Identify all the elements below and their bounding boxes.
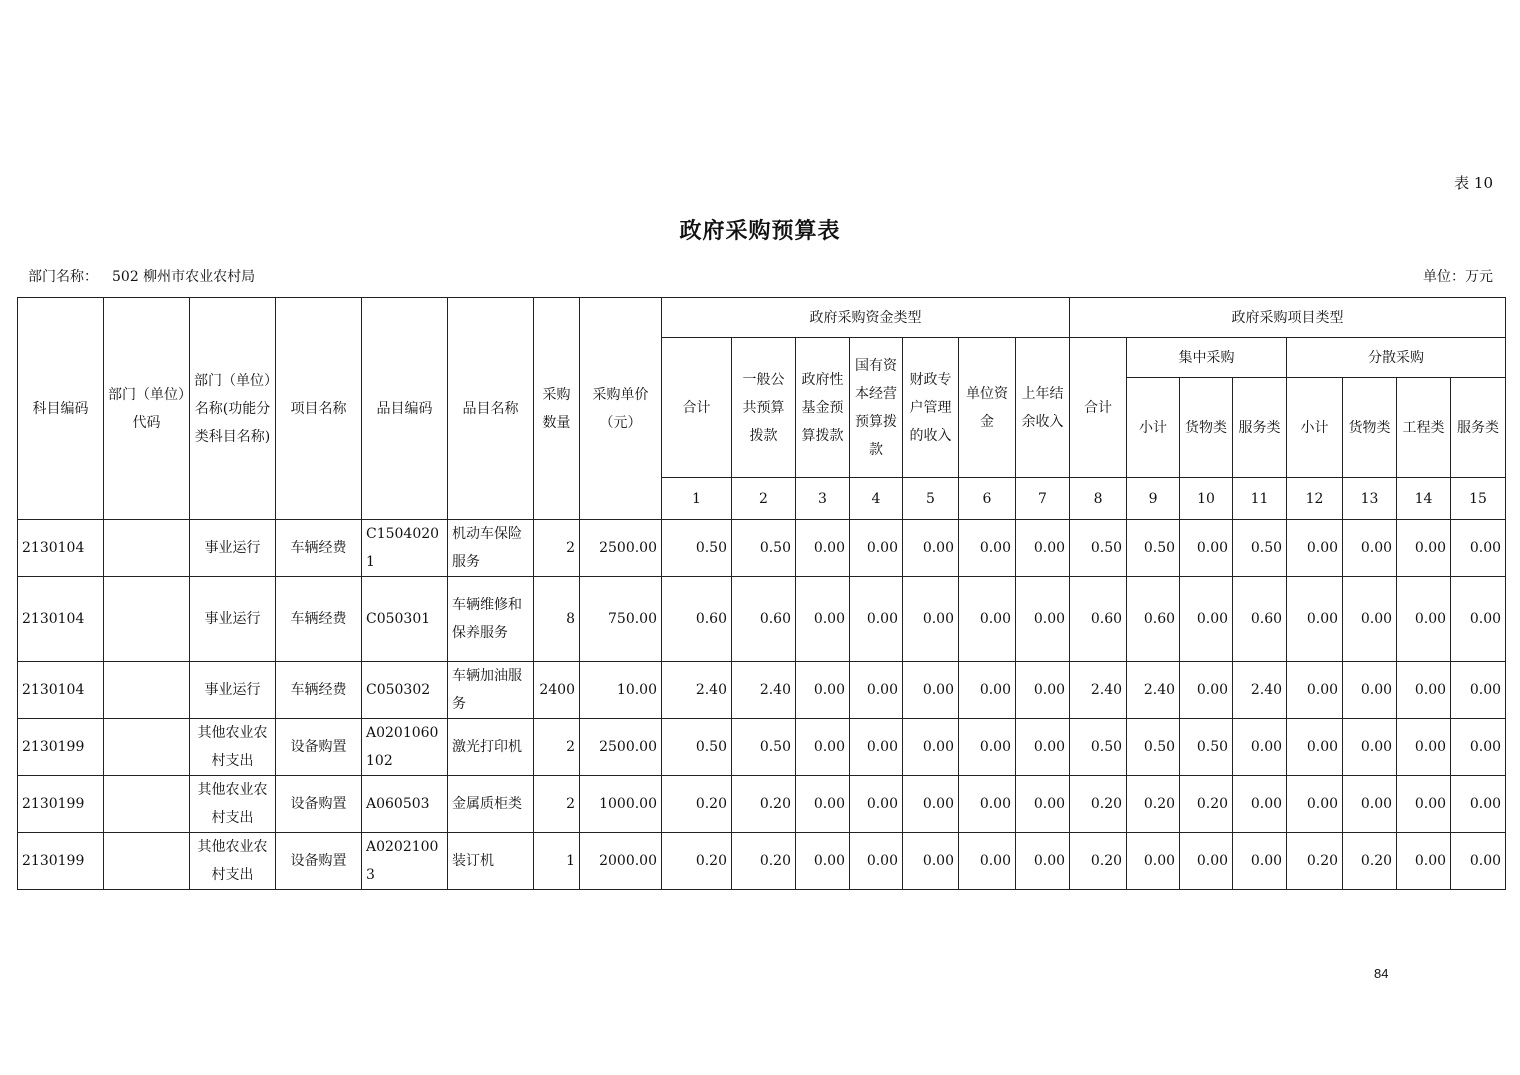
unit-label: 单位：万元 xyxy=(1423,269,1493,285)
cell-amount-12: 0.00 xyxy=(1287,577,1343,662)
procurement-budget-table xyxy=(17,297,1506,890)
cell-project-name: 车辆经费 xyxy=(276,520,362,577)
cell-amount-13: 0.00 xyxy=(1343,520,1397,577)
cell-amount-15: 0.00 xyxy=(1451,719,1506,776)
cell-amount-12: 0.20 xyxy=(1287,833,1343,890)
cell-amount-9: 0.20 xyxy=(1127,776,1180,833)
cell-amount-15: 0.00 xyxy=(1451,520,1506,577)
col-number: 3 xyxy=(796,478,850,520)
cell-item-code: A060503 xyxy=(362,776,448,833)
cell-amount-7: 0.00 xyxy=(1016,577,1070,662)
cell-amount-1: 0.20 xyxy=(662,776,732,833)
cell-amount-8: 0.20 xyxy=(1070,776,1127,833)
table-body xyxy=(18,520,1506,890)
cell-subject-code: 2130104 xyxy=(18,662,104,719)
cell-amount-13: 0.20 xyxy=(1343,833,1397,890)
cell-amount-8: 2.40 xyxy=(1070,662,1127,719)
cell-item-code: C050301 xyxy=(362,577,448,662)
col-unit-price: 采购单价（元） xyxy=(580,298,662,520)
cell-subject-code: 2130199 xyxy=(18,719,104,776)
col-number: 9 xyxy=(1127,478,1180,520)
cell-dept-code xyxy=(104,719,190,776)
cell-amount-14: 0.00 xyxy=(1397,520,1451,577)
col-central-subtotal: 小计 xyxy=(1127,378,1180,478)
cell-amount-4: 0.00 xyxy=(850,662,903,719)
col-item-name: 品目名称 xyxy=(448,298,534,520)
table-row xyxy=(18,577,1506,662)
cell-item-code: A0201060102 xyxy=(362,719,448,776)
cell-dept-name: 事业运行 xyxy=(190,662,276,719)
col-dispersed-services: 服务类 xyxy=(1451,378,1506,478)
cell-item-code: C050302 xyxy=(362,662,448,719)
cell-amount-11: 2.40 xyxy=(1233,662,1287,719)
group-dispersed: 分散采购 xyxy=(1287,338,1506,378)
col-gov-fund-budget: 政府性基金预算拨款 xyxy=(796,338,850,478)
col-special-account: 财政专户管理的收入 xyxy=(903,338,959,478)
cell-amount-1: 2.40 xyxy=(662,662,732,719)
cell-amount-10: 0.00 xyxy=(1180,520,1233,577)
cell-amount-5: 0.00 xyxy=(903,719,959,776)
col-central-services: 服务类 xyxy=(1233,378,1287,478)
cell-quantity: 8 xyxy=(534,577,580,662)
cell-amount-5: 0.00 xyxy=(903,776,959,833)
page-number: 84 xyxy=(1374,966,1389,981)
col-state-capital-budget: 国有资本经营预算拨款 xyxy=(850,338,903,478)
cell-amount-6: 0.00 xyxy=(959,776,1016,833)
cell-amount-11: 0.00 xyxy=(1233,833,1287,890)
cell-subject-code: 2130104 xyxy=(18,577,104,662)
cell-amount-4: 0.00 xyxy=(850,776,903,833)
cell-dept-code xyxy=(104,662,190,719)
cell-amount-3: 0.00 xyxy=(796,577,850,662)
col-project-name: 项目名称 xyxy=(276,298,362,520)
cell-project-name: 车辆经费 xyxy=(276,662,362,719)
cell-amount-4: 0.00 xyxy=(850,577,903,662)
cell-amount-3: 0.00 xyxy=(796,719,850,776)
cell-amount-3: 0.00 xyxy=(796,520,850,577)
cell-amount-13: 0.00 xyxy=(1343,719,1397,776)
cell-amount-7: 0.00 xyxy=(1016,662,1070,719)
cell-amount-8: 0.50 xyxy=(1070,719,1127,776)
cell-amount-10: 0.20 xyxy=(1180,776,1233,833)
cell-amount-8: 0.20 xyxy=(1070,833,1127,890)
table-row xyxy=(18,719,1506,776)
group-centralized: 集中采购 xyxy=(1127,338,1287,378)
cell-dept-name: 其他农业农村支出 xyxy=(190,833,276,890)
cell-item-code: A02021003 xyxy=(362,833,448,890)
cell-dept-name: 其他农业农村支出 xyxy=(190,776,276,833)
cell-amount-9: 2.40 xyxy=(1127,662,1180,719)
cell-amount-3: 0.00 xyxy=(796,662,850,719)
cell-item-name: 金属质柜类 xyxy=(448,776,534,833)
table-row xyxy=(18,520,1506,577)
cell-unit-price: 2500.00 xyxy=(580,719,662,776)
cell-amount-5: 0.00 xyxy=(903,577,959,662)
cell-project-name: 设备购置 xyxy=(276,776,362,833)
cell-amount-14: 0.00 xyxy=(1397,719,1451,776)
cell-amount-14: 0.00 xyxy=(1397,577,1451,662)
cell-amount-13: 0.00 xyxy=(1343,577,1397,662)
cell-dept-name: 事业运行 xyxy=(190,520,276,577)
cell-amount-5: 0.00 xyxy=(903,662,959,719)
cell-amount-6: 0.00 xyxy=(959,719,1016,776)
cell-quantity: 1 xyxy=(534,833,580,890)
cell-amount-9: 0.60 xyxy=(1127,577,1180,662)
cell-amount-12: 0.00 xyxy=(1287,776,1343,833)
cell-item-name: 激光打印机 xyxy=(448,719,534,776)
table-row xyxy=(18,776,1506,833)
cell-project-name: 车辆经费 xyxy=(276,577,362,662)
col-number: 6 xyxy=(959,478,1016,520)
cell-dept-code xyxy=(104,577,190,662)
col-number: 15 xyxy=(1451,478,1506,520)
cell-amount-2: 0.50 xyxy=(732,520,796,577)
col-dept-name: 部门（单位）名称(功能分类科目名称) xyxy=(190,298,276,520)
col-number: 14 xyxy=(1397,478,1451,520)
cell-unit-price: 1000.00 xyxy=(580,776,662,833)
cell-amount-10: 0.50 xyxy=(1180,719,1233,776)
cell-unit-price: 2000.00 xyxy=(580,833,662,890)
document-title: 政府采购预算表 xyxy=(679,218,841,244)
cell-subject-code: 2130104 xyxy=(18,520,104,577)
cell-amount-2: 2.40 xyxy=(732,662,796,719)
cell-amount-4: 0.00 xyxy=(850,520,903,577)
cell-dept-code xyxy=(104,833,190,890)
group-project-type: 政府采购项目类型 xyxy=(1070,298,1506,338)
cell-amount-10: 0.00 xyxy=(1180,833,1233,890)
col-project-total: 合计 xyxy=(1070,338,1127,478)
cell-amount-4: 0.00 xyxy=(850,719,903,776)
cell-amount-12: 0.00 xyxy=(1287,719,1343,776)
cell-amount-13: 0.00 xyxy=(1343,776,1397,833)
table-number: 表 10 xyxy=(1454,174,1493,192)
table-row xyxy=(18,833,1506,890)
department-line xyxy=(28,266,269,286)
col-central-goods: 货物类 xyxy=(1180,378,1233,478)
col-number: 4 xyxy=(850,478,903,520)
cell-dept-name: 其他农业农村支出 xyxy=(190,719,276,776)
cell-quantity: 2400 xyxy=(534,662,580,719)
cell-amount-9: 0.50 xyxy=(1127,719,1180,776)
department-label: 部门名称： xyxy=(28,269,98,285)
cell-amount-12: 0.00 xyxy=(1287,662,1343,719)
cell-amount-11: 0.00 xyxy=(1233,776,1287,833)
cell-amount-2: 0.20 xyxy=(732,833,796,890)
cell-amount-3: 0.00 xyxy=(796,833,850,890)
cell-amount-11: 0.60 xyxy=(1233,577,1287,662)
cell-amount-1: 0.60 xyxy=(662,577,732,662)
cell-amount-6: 0.00 xyxy=(959,577,1016,662)
cell-quantity: 2 xyxy=(534,776,580,833)
cell-amount-10: 0.00 xyxy=(1180,577,1233,662)
col-number: 7 xyxy=(1016,478,1070,520)
cell-amount-2: 0.60 xyxy=(732,577,796,662)
col-fund-total: 合计 xyxy=(662,338,732,478)
cell-amount-5: 0.00 xyxy=(903,520,959,577)
col-number: 13 xyxy=(1343,478,1397,520)
cell-amount-2: 0.50 xyxy=(732,719,796,776)
col-number: 1 xyxy=(662,478,732,520)
cell-amount-11: 0.00 xyxy=(1233,719,1287,776)
cell-quantity: 2 xyxy=(534,719,580,776)
table-row xyxy=(18,662,1506,719)
cell-amount-1: 0.50 xyxy=(662,719,732,776)
cell-unit-price: 10.00 xyxy=(580,662,662,719)
cell-amount-7: 0.00 xyxy=(1016,719,1070,776)
col-number: 2 xyxy=(732,478,796,520)
col-number: 12 xyxy=(1287,478,1343,520)
cell-quantity: 2 xyxy=(534,520,580,577)
cell-amount-9: 0.50 xyxy=(1127,520,1180,577)
cell-amount-10: 0.00 xyxy=(1180,662,1233,719)
cell-dept-code xyxy=(104,776,190,833)
cell-dept-code xyxy=(104,520,190,577)
cell-subject-code: 2130199 xyxy=(18,833,104,890)
cell-item-name: 装订机 xyxy=(448,833,534,890)
col-number: 11 xyxy=(1233,478,1287,520)
col-prev-balance: 上年结余收入 xyxy=(1016,338,1070,478)
cell-amount-6: 0.00 xyxy=(959,833,1016,890)
cell-amount-11: 0.50 xyxy=(1233,520,1287,577)
cell-amount-15: 0.00 xyxy=(1451,662,1506,719)
cell-amount-3: 0.00 xyxy=(796,776,850,833)
cell-amount-7: 0.00 xyxy=(1016,776,1070,833)
cell-amount-6: 0.00 xyxy=(959,662,1016,719)
col-number: 8 xyxy=(1070,478,1127,520)
cell-amount-5: 0.00 xyxy=(903,833,959,890)
col-number: 5 xyxy=(903,478,959,520)
cell-project-name: 设备购置 xyxy=(276,719,362,776)
col-dispersed-goods: 货物类 xyxy=(1343,378,1397,478)
col-dispersed-engineering: 工程类 xyxy=(1397,378,1451,478)
cell-amount-15: 0.00 xyxy=(1451,833,1506,890)
cell-dept-name: 事业运行 xyxy=(190,577,276,662)
cell-unit-price: 750.00 xyxy=(580,577,662,662)
cell-amount-9: 0.00 xyxy=(1127,833,1180,890)
cell-amount-8: 0.60 xyxy=(1070,577,1127,662)
cell-item-name: 车辆维修和保养服务 xyxy=(448,577,534,662)
cell-unit-price: 2500.00 xyxy=(580,520,662,577)
cell-amount-12: 0.00 xyxy=(1287,520,1343,577)
cell-item-name: 车辆加油服务 xyxy=(448,662,534,719)
department-name: 502 柳州市农业农村局 xyxy=(112,269,256,285)
cell-amount-1: 0.20 xyxy=(662,833,732,890)
cell-amount-7: 0.00 xyxy=(1016,833,1070,890)
cell-amount-2: 0.20 xyxy=(732,776,796,833)
cell-amount-13: 0.00 xyxy=(1343,662,1397,719)
col-quantity: 采购数量 xyxy=(534,298,580,520)
col-item-code: 品目编码 xyxy=(362,298,448,520)
cell-amount-8: 0.50 xyxy=(1070,520,1127,577)
col-dispersed-subtotal: 小计 xyxy=(1287,378,1343,478)
cell-amount-4: 0.00 xyxy=(850,833,903,890)
group-fund-type: 政府采购资金类型 xyxy=(662,298,1070,338)
cell-amount-14: 0.00 xyxy=(1397,833,1451,890)
col-subject-code: 科目编码 xyxy=(18,298,104,520)
col-dept-code: 部门（单位）代码 xyxy=(104,298,190,520)
cell-amount-15: 0.00 xyxy=(1451,776,1506,833)
cell-amount-14: 0.00 xyxy=(1397,662,1451,719)
cell-amount-15: 0.00 xyxy=(1451,577,1506,662)
cell-amount-7: 0.00 xyxy=(1016,520,1070,577)
cell-item-name: 机动车保险服务 xyxy=(448,520,534,577)
cell-amount-6: 0.00 xyxy=(959,520,1016,577)
cell-item-code: C15040201 xyxy=(362,520,448,577)
col-number: 10 xyxy=(1180,478,1233,520)
col-general-budget: 一般公共预算拨款 xyxy=(732,338,796,478)
cell-project-name: 设备购置 xyxy=(276,833,362,890)
cell-subject-code: 2130199 xyxy=(18,776,104,833)
cell-amount-14: 0.00 xyxy=(1397,776,1451,833)
col-unit-fund: 单位资金 xyxy=(959,338,1016,478)
cell-amount-1: 0.50 xyxy=(662,520,732,577)
